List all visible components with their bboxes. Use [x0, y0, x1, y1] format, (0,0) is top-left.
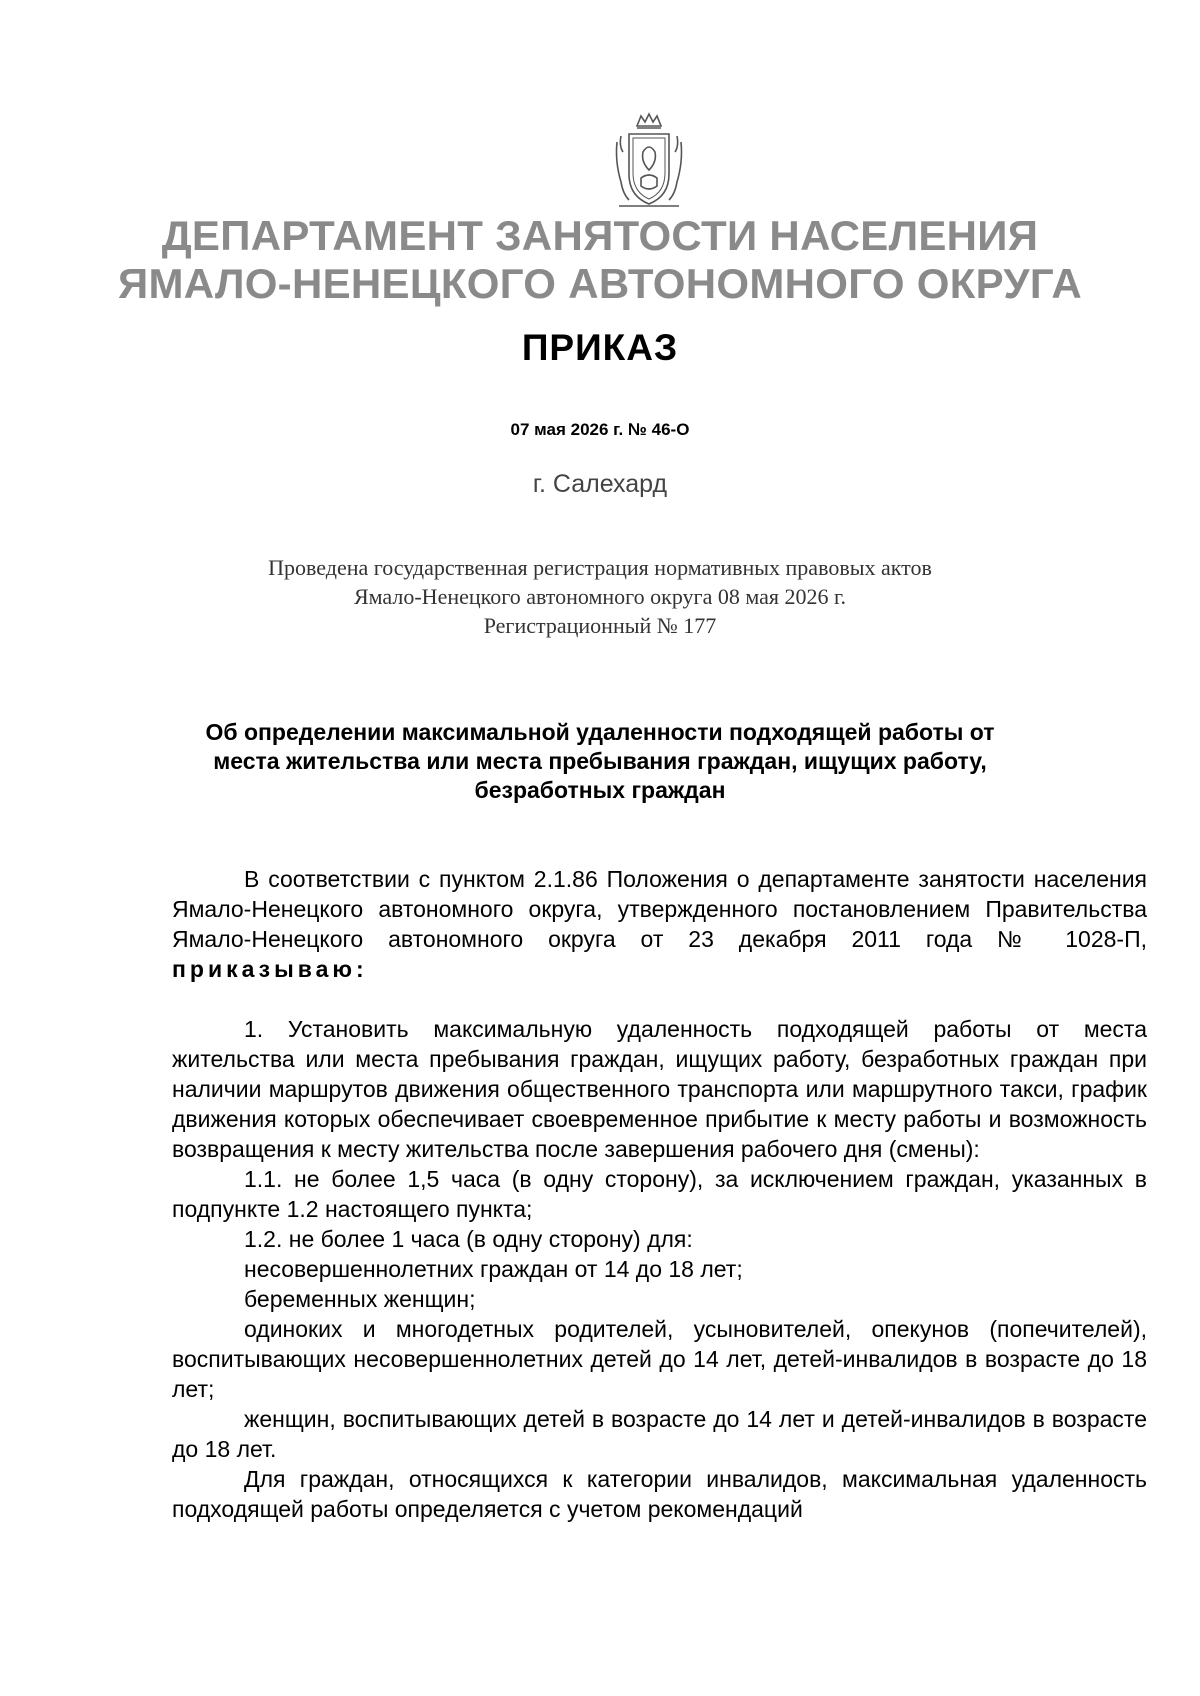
department-name-line1: ДЕПАРТАМЕНТ ЗАНЯТОСТИ НАСЕЛЕНИЯ	[161, 212, 1039, 259]
coat-of-arms-icon	[613, 112, 685, 212]
subject-line: места жительства или места пребывания граждан, ищущих работу,	[213, 748, 987, 774]
list-item: несовершеннолетних граждан от 14 до 18 лет;	[244, 1256, 743, 1282]
order-subject	[0, 718, 1200, 805]
list-item: беременных женщин;	[244, 1286, 476, 1312]
paragraph-disabled-citizens: Для граждан, относящихся к категории инвалидов, максимальная удаленность подходящей работы определяется с учетом рекомендаций	[172, 1466, 1147, 1522]
order-date-number: 07 мая 2026 г. № 46-О	[510, 420, 690, 439]
preamble-text: В соответствии с пунктом 2.1.86 Положения о департаменте занятости населения Ямало-Ненецкого автономного округа, утвержденного постановлением Правительства Ямало-Ненецкого автономного округа от 23 декабря 2011 года № 1028-П,	[172, 866, 1147, 952]
subject-line: безработных граждан	[474, 777, 726, 803]
registration-note	[0, 553, 1200, 640]
paragraph-1: 1. Установить максимальную удаленность подходящей работы от места жительства или места пребывания граждан, ищущих работу, безработных граждан при наличии маршрутов движения общественного транспорта или маршрутного такси, график движения которых обеспечивает своевременное прибытие к месту работы и возможность возвращения к месту жительства после завершения рабочего дня (смены):	[172, 1016, 1147, 1162]
list-item: одиноких и многодетных родителей, усыновителей, опекунов (попечителей), воспитывающих несовершеннолетних детей до 14 лет, детей-инвалидов в возрасте до 18 лет;	[172, 1316, 1147, 1402]
subject-line: Об определении максимальной удаленности подходящей работы от	[205, 719, 995, 745]
registration-line: Проведена государственная регистрация нормативных правовых актов	[268, 555, 932, 580]
subparagraph-1-2: 1.2. не более 1 часа (в одну сторону) для:	[244, 1226, 693, 1252]
list-item: женщин, воспитывающих детей в возрасте до 14 лет и детей-инвалидов в возрасте до 18 лет.	[172, 1406, 1147, 1462]
department-name-line2: ЯМАЛО-НЕНЕЦКОГО АВТОНОМНОГО ОКРУГА	[118, 260, 1082, 307]
registration-line: Ямало-Ненецкого автономного округа 08 мая 2026 г.	[353, 584, 847, 609]
registration-line: Регистрационный № 177	[483, 613, 717, 638]
preamble-paragraph	[172, 864, 1147, 984]
document-type-title: ПРИКАЗ	[521, 327, 679, 368]
order-city: г. Салехард	[532, 470, 668, 498]
order-body	[172, 864, 1147, 1524]
subparagraph-1-1: 1.1. не более 1,5 часа (в одну сторону), за исключением граждан, указанных в подпункте 1.2 настоящего пункта;	[172, 1166, 1147, 1222]
order-verb: приказываю:	[172, 956, 368, 982]
